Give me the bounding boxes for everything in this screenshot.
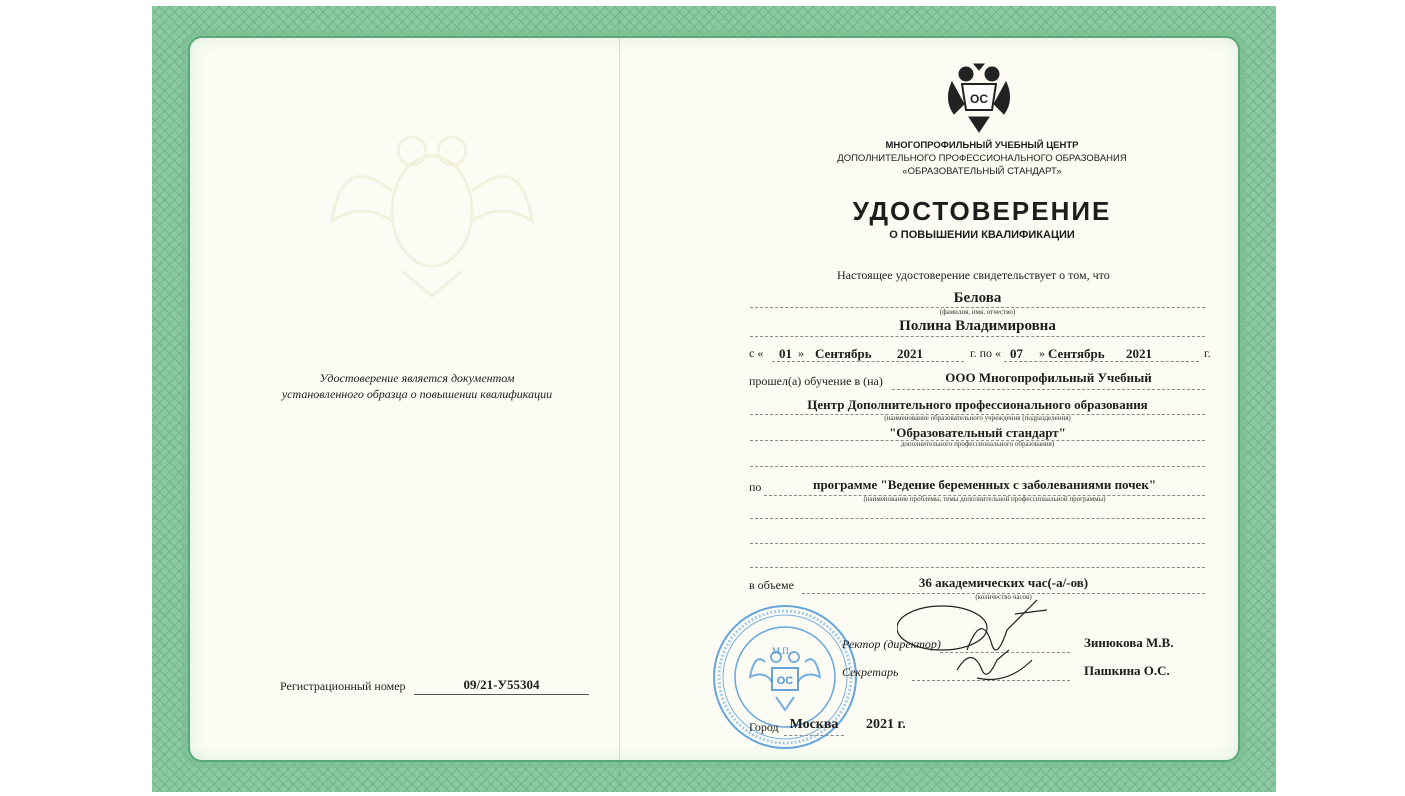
- city-rule: [784, 735, 844, 736]
- date-to-close: »: [1039, 346, 1045, 360]
- inst-caption2: дополнительного профессионального образования): [900, 440, 1055, 448]
- date-to-month: Сентябрь: [1048, 346, 1105, 361]
- inst-line1-rule: [892, 389, 1205, 390]
- date-to-line: [1004, 361, 1199, 362]
- reg-number-underline: [414, 694, 589, 695]
- program: программе "Ведение беременных с заболеваниями почек": [812, 477, 1157, 492]
- eagle-logo-icon: [944, 62, 1014, 136]
- given-names-line: [750, 336, 1205, 337]
- org-line3: «ОБРАЗОВАТЕЛЬНЫЙ СТАНДАРТ»: [902, 166, 1062, 177]
- date-from-line: [772, 361, 964, 362]
- blank-line-1: [750, 466, 1205, 467]
- validity-note-line1: Удостоверение является документом: [319, 371, 515, 385]
- given-names: Полина Владимировна: [899, 318, 1056, 334]
- hours-label: в объеме: [749, 578, 794, 592]
- certificate-title: УДОСТОВЕРЕНИЕ: [852, 196, 1112, 226]
- certificate-subtitle: О ПОВЫШЕНИИ КВАЛИФИКАЦИИ: [889, 229, 1075, 241]
- surname: Белова: [953, 290, 1002, 306]
- program-label: по: [749, 480, 762, 494]
- date-from-month: Сентябрь: [815, 346, 872, 361]
- city-label: Город: [749, 720, 779, 734]
- date-from-prefix: с «: [749, 346, 764, 360]
- secretary-name: Пашкина О.С.: [1084, 663, 1170, 678]
- trained-label: прошел(а) обучение в (на): [749, 374, 883, 388]
- ghost-eagle-emblem-icon: [322, 111, 542, 301]
- secretary-label: Секретарь: [842, 665, 899, 679]
- inst-caption: (наименование образовательного учреждения (подразделения): [884, 414, 1071, 422]
- footer-year: 2021 г.: [866, 717, 906, 732]
- logo-text: ОС: [970, 92, 988, 106]
- inst-line3: "Образовательный стандарт": [889, 425, 1066, 440]
- date-to-day: 07: [1010, 346, 1023, 361]
- reg-number-label: Регистрационный номер: [280, 679, 406, 693]
- signature-scribble-icon: [897, 590, 1057, 690]
- city: Москва: [789, 717, 839, 732]
- org-line1: МНОГОПРОФИЛЬНЫЙ УЧЕБНЫЙ ЦЕНТР: [885, 140, 1079, 151]
- reg-number: 09/21-У55304: [463, 677, 540, 692]
- date-from-year: 2021: [897, 346, 923, 361]
- date-from-close: »: [798, 346, 804, 360]
- validity-note-line2: установленного образца о повышении квалификации: [281, 387, 553, 401]
- stamp-logo-text: ОС: [776, 675, 794, 687]
- date-to-year: 2021: [1126, 346, 1152, 361]
- date-from-day: 01: [779, 346, 792, 361]
- date-end: г.: [1204, 346, 1211, 360]
- date-mid: г. по «: [970, 346, 1001, 360]
- page-fold: [619, 6, 620, 792]
- program-caption: (наименование проблемы, темы дополнительной профессиональной программы): [863, 495, 1106, 503]
- rector-name: Зинюкова М.В.: [1084, 635, 1174, 650]
- inst-line2: Центр Дополнительного профессионального образования: [807, 397, 1148, 412]
- name-caption: (фамилия, имя, отчество): [939, 308, 1016, 316]
- certificate-spread: [152, 6, 1276, 792]
- rector-label: Ректор (директор): [842, 637, 941, 651]
- blank-line-4: [750, 567, 1205, 568]
- blank-line-2: [750, 518, 1205, 519]
- intro-text: Настоящее удостоверение свидетельствует о том, что: [837, 268, 1110, 282]
- org-line2: ДОПОЛНИТЕЛЬНОГО ПРОФЕССИОНАЛЬНОГО ОБРАЗОВАНИЯ: [837, 153, 1127, 164]
- hours-caption: (количество часов): [975, 593, 1032, 601]
- hours: 36 академических час(-а/-ов): [918, 575, 1089, 590]
- stamp-mp: М.П.: [772, 646, 792, 656]
- blank-line-3: [750, 543, 1205, 544]
- inst-line1: ООО Многопрофильный Учебный: [945, 370, 1152, 385]
